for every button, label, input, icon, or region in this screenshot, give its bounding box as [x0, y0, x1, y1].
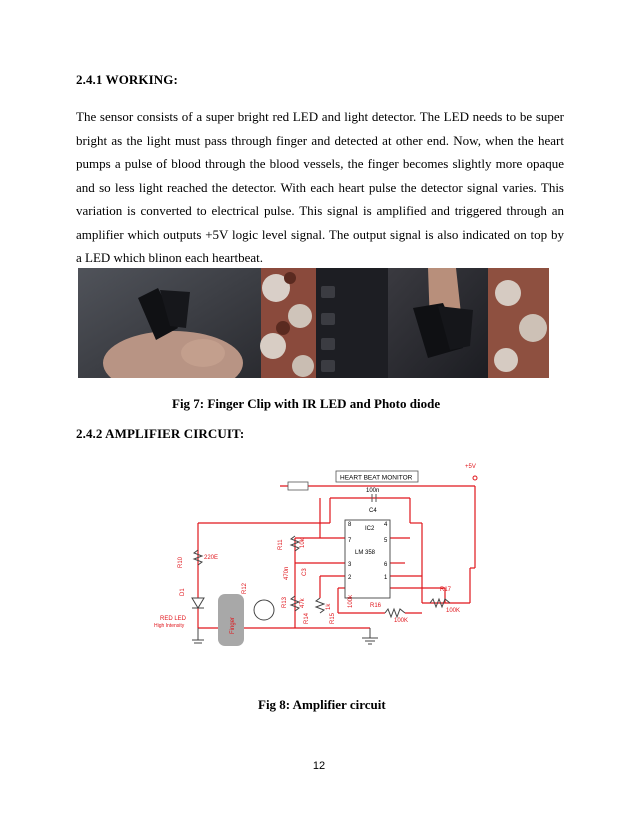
r14-resistor: [316, 598, 324, 613]
r11-value: 10k: [300, 538, 306, 548]
c4-label: C4: [369, 508, 377, 514]
d1-label: D1: [180, 588, 186, 596]
r15-label: R15: [330, 612, 336, 624]
r14-value: 1k: [326, 603, 332, 610]
r15-value: 100k: [348, 594, 354, 608]
led-label: RED LED: [160, 616, 187, 622]
figure-8-caption: Fig 8: Amplifier circuit: [258, 697, 386, 712]
amplifier-circuit-diagram: [140, 458, 505, 663]
c3-label: C3: [302, 568, 308, 576]
c4-value: 100n: [366, 488, 380, 494]
r10-value: 220E: [204, 555, 219, 561]
r17-value: 100K: [446, 608, 461, 614]
vcc-label: +5V: [465, 464, 476, 470]
finger-label: Finger: [230, 616, 236, 634]
led-note: High Intensity: [154, 623, 185, 629]
ic-pin: 4: [384, 522, 388, 528]
ic-part: LM 358: [355, 550, 376, 556]
ic-pin: 8: [348, 522, 352, 528]
working-paragraph: The sensor consists of a super bright red LED and light detector. The LED needs to be super bright as the light must pass through finger and detected at other end. Now, when the heart pumps a pulse of blood through the blood vessels, the finger becomes slightly more opaque and so less light reached the detector. With each heart pulse the detector signal varies. This variation is converted to electrical pulse. This signal is amplified and triggered through an amplifier which outputs +5V logic level signal. The output signal is also indicated on top by a LED which blinon each heartbeat.: [76, 109, 564, 265]
ic-pin: 5: [384, 538, 388, 544]
ground-symbol: [192, 628, 204, 643]
r11-label: R11: [278, 539, 284, 550]
ic-name: IC2: [365, 526, 375, 532]
output-led: [288, 482, 308, 490]
amplifier-circuit-schematic: [140, 458, 505, 663]
r14-label: R14: [304, 612, 310, 624]
c3-value: 470n: [284, 566, 290, 580]
r17-label: R17: [440, 587, 452, 593]
r13-value: 47k: [300, 598, 306, 608]
figure-7-caption: Fig 7: Finger Clip with IR LED and Photo diode: [172, 396, 441, 411]
section-heading-working: 2.4.1 WORKING:: [76, 72, 178, 87]
r10-label: R10: [178, 556, 184, 568]
vcc-terminal: [473, 476, 477, 480]
ic-pin: 1: [384, 575, 388, 581]
circuit-title: HEART BEAT MONITOR: [340, 474, 413, 482]
page-number: 12: [312, 760, 326, 772]
ground-symbol: [362, 628, 378, 644]
finger-clip-photo: [78, 268, 549, 378]
r12-label: R12: [242, 582, 248, 594]
r16-label: R16: [370, 603, 382, 609]
ic-pin: 3: [348, 562, 352, 568]
r12-photo-sensor: [254, 600, 274, 620]
d1-led-symbol: [192, 598, 204, 608]
r16-resistor: [385, 609, 405, 617]
section-heading-amplifier: 2.4.2 AMPLIFIER CIRCUIT:: [76, 426, 245, 441]
r16-value: 100K: [394, 618, 409, 624]
finger-clip-photo-graphic: [78, 268, 549, 378]
ic-pin: 7: [348, 538, 352, 544]
r13-label: R13: [282, 596, 288, 608]
ic-pin: 6: [384, 562, 388, 568]
ic-pin: 2: [348, 575, 352, 581]
